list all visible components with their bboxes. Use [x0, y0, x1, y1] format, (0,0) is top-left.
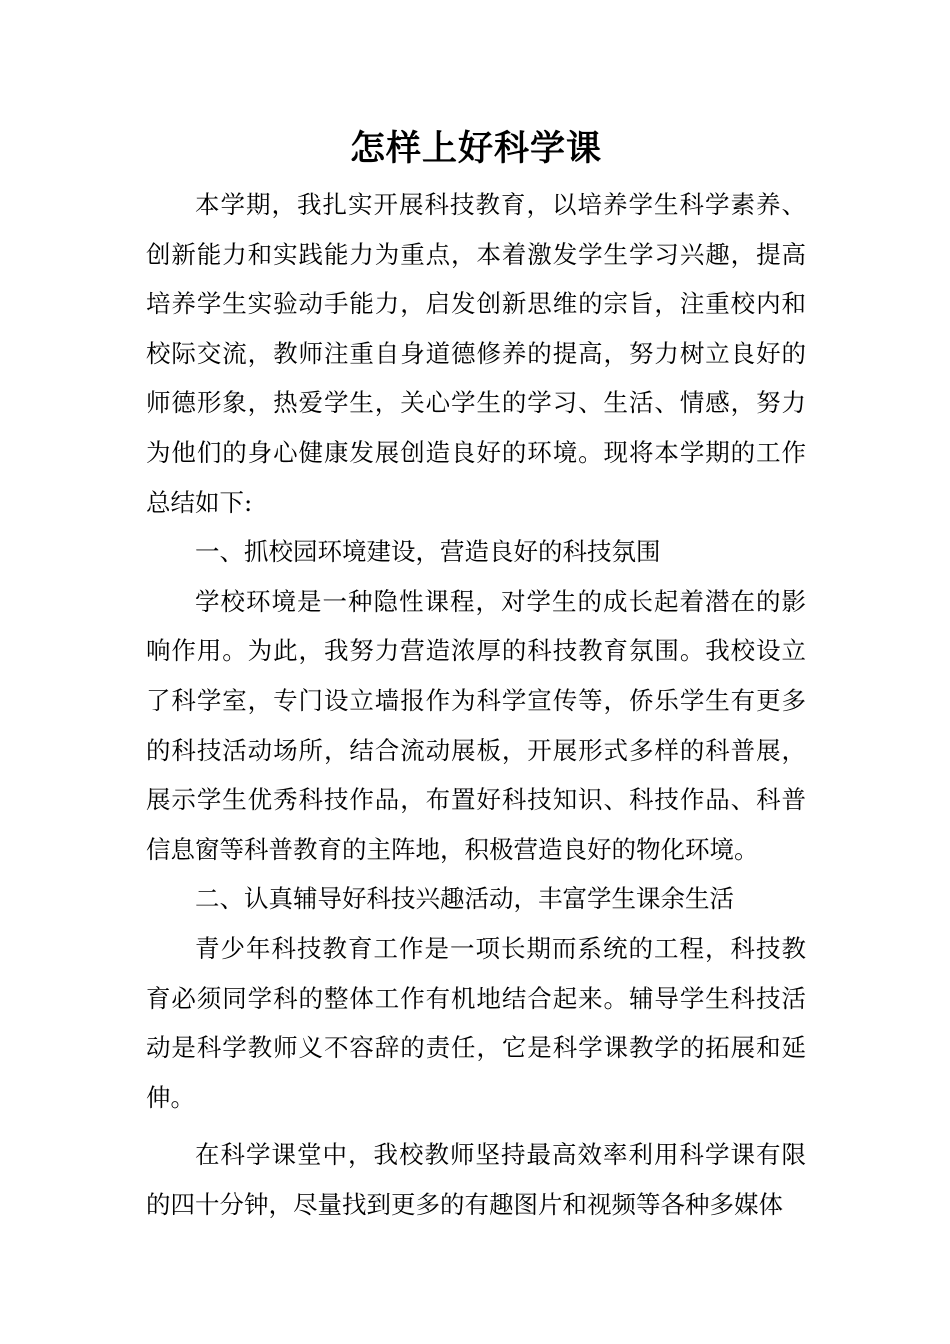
paragraph-section-2: 青少年科技教育工作是一项长期而系统的工程，科技教育必须同学科的整体工作有机地结合起来。辅导学生科技活动是科学教师义不容辞的责任，它是科学课教学的拓展和延伸。 — [146, 933, 806, 1112]
paragraph-intro: 本学期，我扎实开展科技教育，以培养学生科学素养、创新能力和实践能力为重点，本着激发学生学习兴趣，提高培养学生实验动手能力，启发创新思维的宗旨，注重校内和校际交流，教师注重自身道德修养的提高，努力树立良好的师德形象，热爱学生，关心学生的学习、生活、情感，努力为他们的身心健康发展创造良好的环境。现将本学期的工作总结如下: — [146, 190, 806, 517]
document-title: 怎样上好科学课 — [349, 128, 602, 169]
document-page — [146, 124, 806, 1229]
paragraph-section-1: 学校环境是一种隐性课程，对学生的成长起着潜在的影响作用。为此，我努力营造浓厚的科技教育氛围。我校设立了科学室，专门设立墙报作为科学宣传等，侨乐学生有更多的科技活动场所，结合流动展板，开展形式多样的科普展，展示学生优秀科技作品，布置好科技知识、科技作品、科普信息窗等科普教育的主阵地，积极营造良好的物化环境。 — [146, 586, 806, 864]
section-heading-2: 二、认真辅导好科技兴趣活动，丰富学生课余生活 — [195, 884, 734, 914]
section-heading-1: 一、抓校园环境建设，营造良好的科技氛围 — [195, 537, 661, 567]
paragraph-classroom: 在科学课堂中，我校教师坚持最高效率利用科学课有限的四十分钟，尽量找到更多的有趣图片和视频等各种多媒体 — [146, 1140, 806, 1219]
